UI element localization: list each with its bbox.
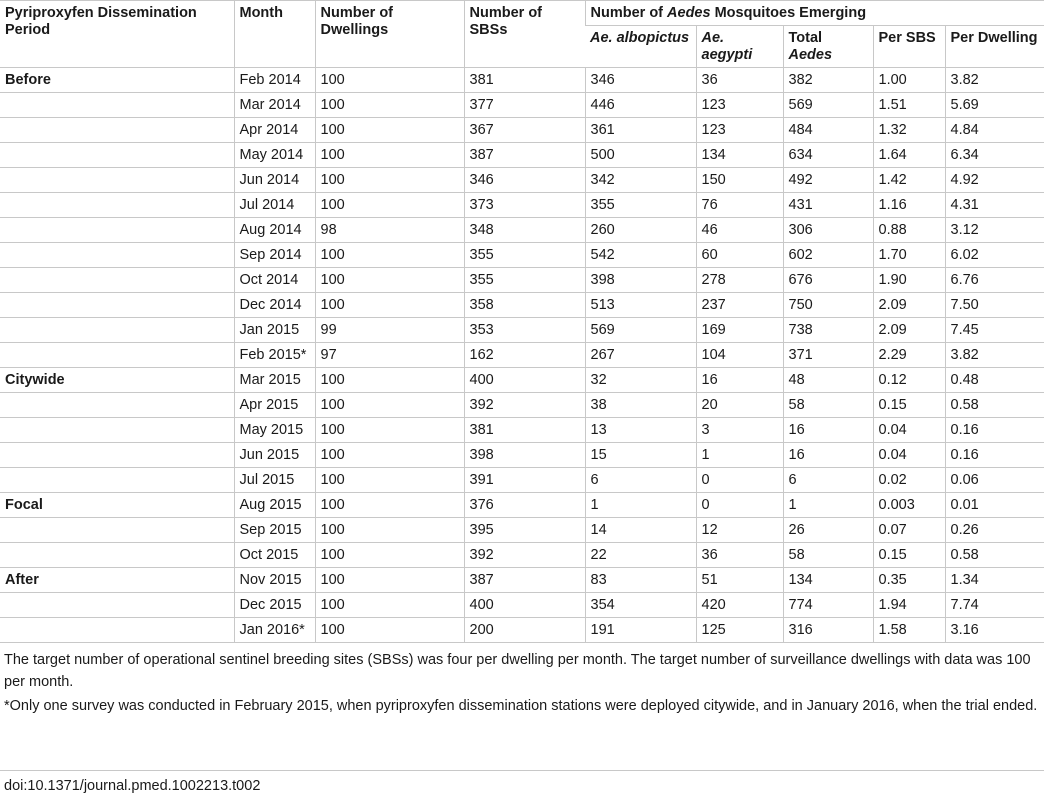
table-header [0, 1, 1044, 68]
cell-aeg: 3 [696, 418, 783, 443]
cell-period [0, 443, 234, 468]
header-sbss: Number of SBSs [464, 1, 585, 68]
cell-aeg: 125 [696, 618, 783, 643]
cell-sbss: 376 [464, 493, 585, 518]
cell-dwellings: 100 [315, 443, 464, 468]
cell-dwellings: 98 [315, 218, 464, 243]
cell-dwellings: 100 [315, 118, 464, 143]
cell-albo: 14 [585, 518, 696, 543]
cell-per-dwelling: 4.92 [945, 168, 1044, 193]
cell-total: 1 [783, 493, 873, 518]
cell-period [0, 93, 234, 118]
cell-sbss: 398 [464, 443, 585, 468]
header-group-post: Mosquitoes Emerging [710, 5, 867, 21]
cell-per-sbs: 1.64 [873, 143, 945, 168]
cell-total: 16 [783, 443, 873, 468]
cell-per-dwelling: 6.02 [945, 243, 1044, 268]
cell-per-dwelling: 3.12 [945, 218, 1044, 243]
cell-dwellings: 97 [315, 343, 464, 368]
cell-period [0, 593, 234, 618]
cell-per-sbs: 0.35 [873, 568, 945, 593]
cell-aeg: 51 [696, 568, 783, 593]
cell-period [0, 318, 234, 343]
cell-month: Jul 2014 [234, 193, 315, 218]
table-row [0, 443, 1044, 468]
table-row [0, 268, 1044, 293]
cell-total: 431 [783, 193, 873, 218]
cell-month: Dec 2014 [234, 293, 315, 318]
cell-per-sbs: 0.07 [873, 518, 945, 543]
cell-period [0, 268, 234, 293]
cell-per-dwelling: 4.84 [945, 118, 1044, 143]
cell-sbss: 400 [464, 593, 585, 618]
cell-total: 26 [783, 518, 873, 543]
cell-per-dwelling: 0.26 [945, 518, 1044, 543]
header-month: Month [234, 1, 315, 68]
cell-aeg: 76 [696, 193, 783, 218]
cell-albo: 500 [585, 143, 696, 168]
cell-albo: 83 [585, 568, 696, 593]
cell-aeg: 104 [696, 343, 783, 368]
cell-albo: 398 [585, 268, 696, 293]
table-body [0, 68, 1044, 643]
cell-albo: 361 [585, 118, 696, 143]
cell-aeg: 12 [696, 518, 783, 543]
cell-per-sbs: 0.15 [873, 543, 945, 568]
cell-dwellings: 99 [315, 318, 464, 343]
cell-period [0, 218, 234, 243]
cell-per-sbs: 1.42 [873, 168, 945, 193]
cell-aeg: 36 [696, 543, 783, 568]
cell-albo: 569 [585, 318, 696, 343]
cell-per-dwelling: 0.48 [945, 368, 1044, 393]
cell-per-dwelling: 7.74 [945, 593, 1044, 618]
cell-total: 738 [783, 318, 873, 343]
cell-per-sbs: 2.09 [873, 318, 945, 343]
cell-sbss: 381 [464, 68, 585, 93]
cell-dwellings: 100 [315, 368, 464, 393]
cell-aeg: 134 [696, 143, 783, 168]
cell-period [0, 193, 234, 218]
cell-per-sbs: 0.88 [873, 218, 945, 243]
cell-sbss: 353 [464, 318, 585, 343]
cell-period: After [0, 568, 234, 593]
cell-dwellings: 100 [315, 518, 464, 543]
cell-month: Jan 2016* [234, 618, 315, 643]
cell-dwellings: 100 [315, 618, 464, 643]
cell-aeg: 169 [696, 318, 783, 343]
cell-month: Aug 2014 [234, 218, 315, 243]
cell-per-dwelling: 3.82 [945, 68, 1044, 93]
cell-per-sbs: 1.00 [873, 68, 945, 93]
cell-period [0, 118, 234, 143]
cell-dwellings: 100 [315, 593, 464, 618]
header-group-em: Aedes [667, 5, 711, 21]
cell-month: Sep 2014 [234, 243, 315, 268]
cell-aeg: 0 [696, 493, 783, 518]
cell-sbss: 358 [464, 293, 585, 318]
cell-sbss: 387 [464, 143, 585, 168]
cell-albo: 191 [585, 618, 696, 643]
cell-sbss: 395 [464, 518, 585, 543]
cell-sbss: 346 [464, 168, 585, 193]
cell-month: Feb 2015* [234, 343, 315, 368]
cell-per-sbs: 0.12 [873, 368, 945, 393]
cell-per-dwelling: 0.01 [945, 493, 1044, 518]
cell-dwellings: 100 [315, 293, 464, 318]
cell-period: Citywide [0, 368, 234, 393]
table-row [0, 468, 1044, 493]
cell-period: Focal [0, 493, 234, 518]
header-per-sbs: Per SBS [873, 26, 945, 68]
cell-per-sbs: 1.94 [873, 593, 945, 618]
table-row [0, 543, 1044, 568]
cell-dwellings: 100 [315, 568, 464, 593]
cell-month: Jul 2015 [234, 468, 315, 493]
cell-per-sbs: 1.58 [873, 618, 945, 643]
cell-total: 382 [783, 68, 873, 93]
cell-month: Aug 2015 [234, 493, 315, 518]
cell-sbss: 381 [464, 418, 585, 443]
cell-total: 58 [783, 543, 873, 568]
cell-sbss: 348 [464, 218, 585, 243]
table-row [0, 318, 1044, 343]
cell-aeg: 123 [696, 118, 783, 143]
cell-month: Feb 2014 [234, 68, 315, 93]
cell-total: 316 [783, 618, 873, 643]
cell-albo: 513 [585, 293, 696, 318]
cell-sbss: 200 [464, 618, 585, 643]
table-row [0, 118, 1044, 143]
header-period: Pyriproxyfen Dissemination Period [0, 1, 234, 68]
cell-total: 750 [783, 293, 873, 318]
cell-albo: 542 [585, 243, 696, 268]
cell-aeg: 36 [696, 68, 783, 93]
cell-total: 774 [783, 593, 873, 618]
cell-month: Mar 2015 [234, 368, 315, 393]
table-footnotes [0, 643, 1044, 717]
table-row [0, 218, 1044, 243]
cell-dwellings: 100 [315, 168, 464, 193]
table-row [0, 143, 1044, 168]
cell-sbss: 355 [464, 243, 585, 268]
cell-period [0, 143, 234, 168]
header-dwellings: Number of Dwellings [315, 1, 464, 68]
cell-aeg: 20 [696, 393, 783, 418]
header-total-em: Aedes [788, 47, 833, 63]
cell-aeg: 60 [696, 243, 783, 268]
table-row [0, 593, 1044, 618]
cell-per-sbs: 2.29 [873, 343, 945, 368]
cell-total: 676 [783, 268, 873, 293]
header-total-aedes [783, 26, 873, 68]
cell-per-dwelling: 3.16 [945, 618, 1044, 643]
cell-sbss: 377 [464, 93, 585, 118]
cell-total: 6 [783, 468, 873, 493]
cell-aeg: 278 [696, 268, 783, 293]
cell-period [0, 418, 234, 443]
cell-per-dwelling: 0.16 [945, 443, 1044, 468]
cell-albo: 346 [585, 68, 696, 93]
cell-total: 134 [783, 568, 873, 593]
cell-total: 484 [783, 118, 873, 143]
cell-sbss: 162 [464, 343, 585, 368]
cell-dwellings: 100 [315, 68, 464, 93]
cell-month: Nov 2015 [234, 568, 315, 593]
cell-total: 634 [783, 143, 873, 168]
cell-dwellings: 100 [315, 93, 464, 118]
header-total-pre: Total [788, 30, 823, 46]
cell-month: May 2014 [234, 143, 315, 168]
cell-month: Dec 2015 [234, 593, 315, 618]
cell-period [0, 543, 234, 568]
cell-per-sbs: 1.90 [873, 268, 945, 293]
cell-period [0, 168, 234, 193]
cell-per-dwelling: 0.58 [945, 543, 1044, 568]
cell-dwellings: 100 [315, 193, 464, 218]
cell-per-sbs: 0.02 [873, 468, 945, 493]
footnote-asterisk: *Only one survey was conducted in February 2015, when pyriproxyfen dissemination stations were deployed citywide, and in January 2016, when the trial ended. [4, 698, 1038, 714]
cell-total: 48 [783, 368, 873, 393]
cell-sbss: 391 [464, 468, 585, 493]
cell-month: Apr 2014 [234, 118, 315, 143]
cell-per-sbs: 2.09 [873, 293, 945, 318]
header-group-pre: Number of [590, 5, 668, 21]
cell-albo: 22 [585, 543, 696, 568]
cell-aeg: 123 [696, 93, 783, 118]
cell-period [0, 243, 234, 268]
cell-per-sbs: 0.04 [873, 418, 945, 443]
cell-sbss: 392 [464, 393, 585, 418]
cell-period [0, 468, 234, 493]
cell-total: 569 [783, 93, 873, 118]
cell-month: Mar 2014 [234, 93, 315, 118]
header-per-dwelling: Per Dwelling [945, 26, 1044, 68]
cell-aeg: 0 [696, 468, 783, 493]
cell-per-dwelling: 7.50 [945, 293, 1044, 318]
table-row [0, 293, 1044, 318]
header-aegypti-text: Ae. aegypti [701, 30, 753, 63]
table-row [0, 393, 1044, 418]
table-row [0, 243, 1044, 268]
cell-total: 58 [783, 393, 873, 418]
cell-albo: 342 [585, 168, 696, 193]
cell-albo: 38 [585, 393, 696, 418]
cell-per-dwelling: 4.31 [945, 193, 1044, 218]
cell-dwellings: 100 [315, 268, 464, 293]
cell-albo: 1 [585, 493, 696, 518]
cell-per-sbs: 1.51 [873, 93, 945, 118]
doi-line: doi:10.1371/journal.pmed.1002213.t002 [0, 770, 1044, 794]
cell-aeg: 420 [696, 593, 783, 618]
table-row [0, 343, 1044, 368]
cell-per-sbs: 0.003 [873, 493, 945, 518]
cell-total: 602 [783, 243, 873, 268]
cell-period [0, 393, 234, 418]
table-row [0, 493, 1044, 518]
table-row [0, 518, 1044, 543]
header-albopictus [585, 26, 696, 68]
cell-sbss: 387 [464, 568, 585, 593]
cell-month: Jan 2015 [234, 318, 315, 343]
cell-month: May 2015 [234, 418, 315, 443]
cell-per-dwelling: 6.76 [945, 268, 1044, 293]
cell-albo: 13 [585, 418, 696, 443]
cell-period [0, 343, 234, 368]
cell-per-dwelling: 0.16 [945, 418, 1044, 443]
cell-sbss: 373 [464, 193, 585, 218]
cell-albo: 446 [585, 93, 696, 118]
cell-period [0, 618, 234, 643]
cell-per-dwelling: 6.34 [945, 143, 1044, 168]
cell-albo: 15 [585, 443, 696, 468]
cell-total: 492 [783, 168, 873, 193]
cell-albo: 32 [585, 368, 696, 393]
cell-month: Apr 2015 [234, 393, 315, 418]
table-row [0, 418, 1044, 443]
footnote-target: The target number of operational sentinel breeding sites (SBSs) was four per dwelling per month. The target number of surveillance dwellings with data was 100 per month. [4, 652, 1031, 690]
header-mosquitoes-emerging [585, 1, 1044, 26]
cell-per-sbs: 0.04 [873, 443, 945, 468]
cell-per-sbs: 1.70 [873, 243, 945, 268]
cell-sbss: 367 [464, 118, 585, 143]
header-aegypti [696, 26, 783, 68]
cell-albo: 6 [585, 468, 696, 493]
cell-per-dwelling: 3.82 [945, 343, 1044, 368]
cell-aeg: 46 [696, 218, 783, 243]
cell-period [0, 518, 234, 543]
table-row [0, 618, 1044, 643]
cell-per-sbs: 1.32 [873, 118, 945, 143]
cell-dwellings: 100 [315, 143, 464, 168]
cell-month: Oct 2015 [234, 543, 315, 568]
cell-aeg: 1 [696, 443, 783, 468]
cell-sbss: 400 [464, 368, 585, 393]
cell-aeg: 237 [696, 293, 783, 318]
cell-albo: 260 [585, 218, 696, 243]
header-albopictus-text: Ae. albopictus [590, 30, 690, 46]
cell-dwellings: 100 [315, 243, 464, 268]
table-row [0, 193, 1044, 218]
cell-month: Oct 2014 [234, 268, 315, 293]
cell-per-dwelling: 1.34 [945, 568, 1044, 593]
table-row [0, 368, 1044, 393]
table-row [0, 568, 1044, 593]
cell-month: Jun 2015 [234, 443, 315, 468]
cell-dwellings: 100 [315, 543, 464, 568]
cell-month: Sep 2015 [234, 518, 315, 543]
cell-dwellings: 100 [315, 393, 464, 418]
cell-total: 371 [783, 343, 873, 368]
cell-total: 306 [783, 218, 873, 243]
cell-per-sbs: 1.16 [873, 193, 945, 218]
cell-total: 16 [783, 418, 873, 443]
cell-month: Jun 2014 [234, 168, 315, 193]
cell-period [0, 293, 234, 318]
cell-per-dwelling: 0.06 [945, 468, 1044, 493]
cell-period: Before [0, 68, 234, 93]
table-row [0, 68, 1044, 93]
cell-albo: 267 [585, 343, 696, 368]
table-row [0, 168, 1044, 193]
cell-per-dwelling: 5.69 [945, 93, 1044, 118]
cell-dwellings: 100 [315, 468, 464, 493]
cell-per-sbs: 0.15 [873, 393, 945, 418]
cell-per-dwelling: 7.45 [945, 318, 1044, 343]
cell-aeg: 150 [696, 168, 783, 193]
cell-per-dwelling: 0.58 [945, 393, 1044, 418]
cell-aeg: 16 [696, 368, 783, 393]
cell-albo: 354 [585, 593, 696, 618]
cell-albo: 355 [585, 193, 696, 218]
table-row [0, 93, 1044, 118]
cell-dwellings: 100 [315, 418, 464, 443]
cell-dwellings: 100 [315, 493, 464, 518]
cell-sbss: 392 [464, 543, 585, 568]
cell-sbss: 355 [464, 268, 585, 293]
